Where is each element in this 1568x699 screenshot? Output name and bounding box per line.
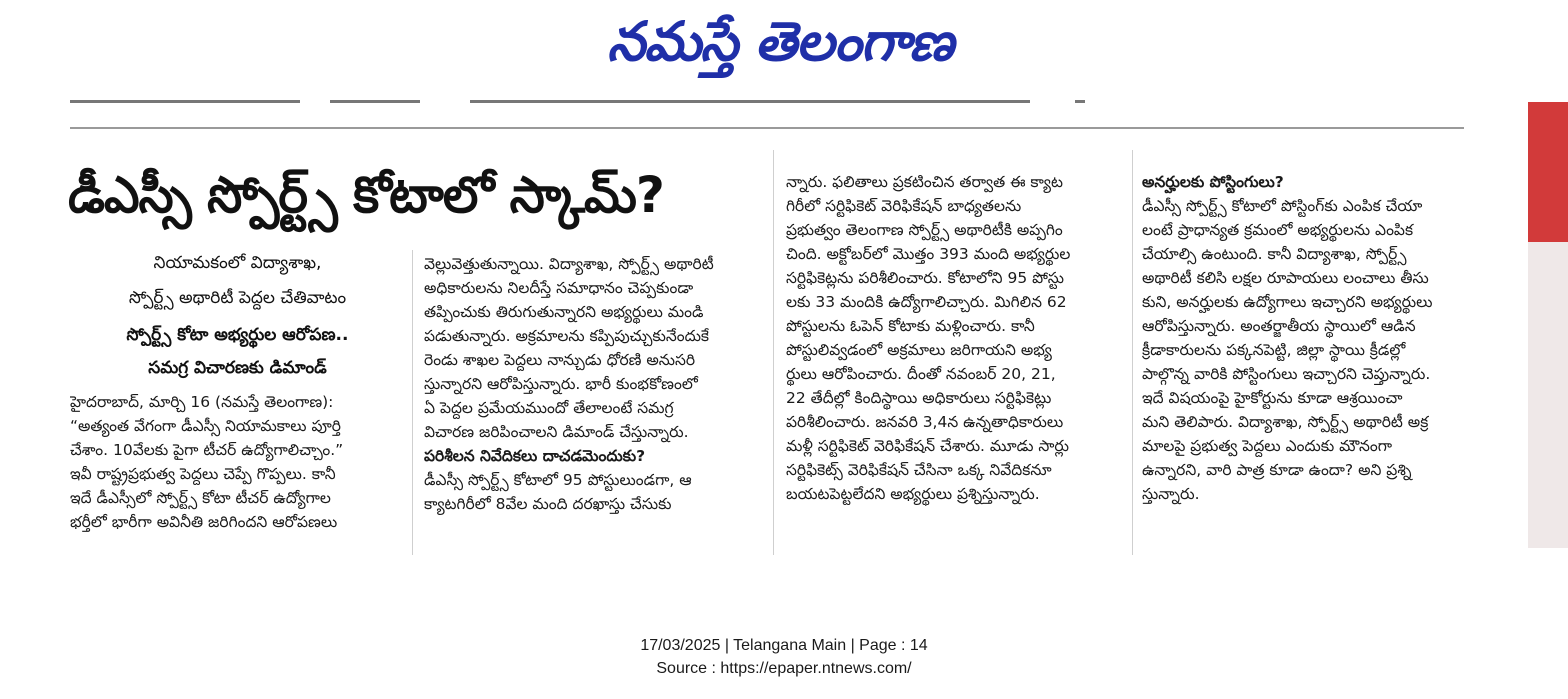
article-column-2 xyxy=(424,252,762,516)
subhead-line: సమగ్ర విచారణకు డిమాండ్ xyxy=(148,358,327,378)
text-line: ఇదే డీఎస్సీలో స్పోర్ట్స్ కోటా టీచర్ ఉద్యోగాల xyxy=(70,489,331,507)
section-subheading: పరిశీలన నివేదికలు దాచడమెందుకు? xyxy=(424,447,646,465)
text-line: క్రీడాకారులను పక్కనపెట్టి, జిల్లా స్థాయి క్రీడల్లో xyxy=(1142,341,1406,359)
text-line: వెల్లువెత్తుతున్నాయి. విద్యాశాఖ, స్పోర్ట్స్ అథారిటీ xyxy=(424,255,714,273)
text-line: ఇవీ రాష్ట్రప్రభుత్వ పెద్దలు చెప్పే గొప్పలు. కానీ xyxy=(70,465,336,483)
article-column-3 xyxy=(786,170,1122,506)
subhead-line: నియామకంలో విద్యాశాఖ, xyxy=(153,253,322,273)
text-line: సర్టిఫికెట్లను పరిశీలించారు. కోటాలోని 95 పోస్టు xyxy=(786,269,1064,287)
text-line: పోస్టులను ఓపెన్ కోటాకు మళ్లించారు. కానీ xyxy=(786,317,1035,335)
text-line: మళ్లీ సర్టిఫికెట్ వెరిఫికేషన్ చేశారు. మూడు సార్లు xyxy=(786,437,1069,455)
article-headline: డీఎస్సీ స్పోర్ట్స్ కోటాలో స్కామ్? xyxy=(68,166,664,224)
ad-red-block xyxy=(1528,102,1568,242)
subhead-line: స్పోర్ట్స్ అథారిటీ పెద్దల చేతివాటం xyxy=(128,288,347,308)
text-line: డీఎస్సీ స్పోర్ట్స్ కోటాలో పోస్టింగ్‌కు ఎంపిక చేయా xyxy=(1142,197,1423,215)
text-line: పాల్గొన్న వారికి పోస్టింగులు ఇచ్చారని చెప్తున్నారు. xyxy=(1142,365,1431,383)
text-line: ప్రభుత్వం తెలంగాణ స్పోర్ట్స్ అథారిటీకి అప్పగిం xyxy=(786,221,1063,239)
text-line: తప్పించుకు తిరుగుతున్నారని అభ్యర్థులు మండి xyxy=(424,303,704,321)
text-line: అధికారులను నిలదీస్తే సమాధానం చెప్పకుండా xyxy=(424,279,694,297)
text-line: డీఎస్సీ స్పోర్ట్స్ కోటాలో 95 పోస్టులుండగా, ఆ xyxy=(424,471,692,489)
text-line: ర్థులు ఆరోపించారు. దీంతో నవంబర్ 20, 21, xyxy=(786,365,1056,383)
text-line: పోస్టులివ్వడంలో అక్రమాలు జరిగాయని అభ్య xyxy=(786,341,1052,359)
text-line: న్నారు. ఫలితాలు ప్రకటించిన తర్వాత ఈ క్యాట xyxy=(786,173,1063,191)
text-line: అథారిటీ కలిసి లక్షల రూపాయలు లంచాలు తీసు xyxy=(1142,269,1429,287)
text-line: క్యాటగిరీలో 8వేల మంది దరఖాస్తు చేసుకు xyxy=(424,495,672,513)
text-line: మని తెలిపారు. విద్యాశాఖ, స్పోర్ట్స్ అథారిటీ అక్ర xyxy=(1142,413,1429,431)
header-rule xyxy=(70,127,1464,129)
text-line: లంటే ప్రాధాన్యత క్రమంలో అభ్యర్థులను ఎంపిక xyxy=(1142,221,1414,239)
column-divider xyxy=(1132,150,1133,555)
footer-date-page: 17/03/2025 | Telangana Main | Page : 14 xyxy=(640,637,928,654)
text-line: విచారణ జరిపించాలని డిమాండ్ చేస్తున్నారు. xyxy=(424,423,689,441)
article-column-1 xyxy=(70,390,400,534)
text-line: హైదరాబాద్, మార్చి 16 (నమస్తే తెలంగాణ): xyxy=(70,393,334,411)
text-line: పడుతున్నారు. అక్రమాలను కప్పిపుచ్చుకునేందుకే xyxy=(424,327,710,345)
masthead-strip xyxy=(70,96,1465,110)
masthead-logo: నమస్తే తెలంగాణ xyxy=(607,10,953,73)
column-divider xyxy=(412,250,413,555)
text-line: స్తున్నారని ఆరోపిస్తున్నారు. భారీ కుంభకోణంలో xyxy=(424,375,698,393)
text-line: మాలపై ప్రభుత్వ పెద్దలు ఎందుకు మౌనంగా xyxy=(1142,437,1392,455)
text-line: ఉన్నారని, వారి పాత్ర కూడా ఉందా? అని ప్రశ్ని xyxy=(1142,461,1412,479)
text-line: చేశాం. 10వేలకు పైగా టీచర్ ఉద్యోగాలిచ్చాం.” xyxy=(70,441,344,459)
text-line: సర్టిఫికెట్స్ వెరిఫికేషన్ చేసినా ఒక్క నివేదికనూ xyxy=(786,461,1052,479)
text-line: ఆరోపిస్తున్నారు. అంతర్జాతీయ స్థాయిలో ఆడిన xyxy=(1142,317,1416,335)
footer-source[interactable]: Source : https://epaper.ntnews.com/ xyxy=(656,660,912,677)
ad-pale-block xyxy=(1528,242,1568,548)
text-line: గిరీలో సర్టిఫికెట్ వెరిఫికేషన్ బాధ్యతలను xyxy=(786,197,1022,215)
column-divider xyxy=(773,150,774,555)
text-line: కుని, అనర్హులకు ఉద్యోగాలు ఇచ్చారని అభ్యర్థులు xyxy=(1142,293,1433,311)
text-line: ఏ పెద్దల ప్రమేయముందో తేలాలంటే సమగ్ర xyxy=(424,399,674,417)
text-line: భర్తీలో భారీగా అవినీతి జరిగిందని ఆరోపణలు xyxy=(70,513,338,531)
adjacent-ad-image xyxy=(1528,102,1568,548)
subhead-line: స్పోర్ట్స్ కోటా అభ్యర్థుల ఆరోపణ.. xyxy=(126,325,349,345)
text-line: చేయాల్సి ఉంటుంది. కానీ విద్యాశాఖ, స్పోర్ట్స్ xyxy=(1142,245,1407,263)
text-line: చింది. అక్టోబర్‌లో మొత్తం 393 మంది అభ్యర్థుల xyxy=(786,245,1071,263)
text-line: “అత్యంత వేగంగా డీఎస్సీ నియామకాలు పూర్తి xyxy=(70,417,341,435)
article-column-4 xyxy=(1142,170,1477,506)
text-line: ఇదే విషయంపై హైకోర్టును కూడా ఆశ్రయించా xyxy=(1142,389,1403,407)
text-line: బయటపెట్టలేదని అభ్యర్థులు ప్రశ్నిస్తున్నారు. xyxy=(786,485,1040,503)
text-line: స్తున్నారు. xyxy=(1142,485,1200,503)
text-line: పరిశీలించారు. జనవరి 3,4న ఉన్నతాధికారులు xyxy=(786,413,1064,431)
text-line: లకు 33 మందికి ఉద్యోగాలిచ్చారు. మిగిలిన 62 xyxy=(786,293,1067,311)
section-subheading: అనర్హులకు పోస్టింగులు? xyxy=(1142,173,1284,191)
text-line: రెండు శాఖల పెద్దలు నాన్చుడు ధోరణి అనుసరి xyxy=(424,351,696,369)
text-line: 22 తేదీల్లో కిందిస్థాయి అధికారులు సర్టిఫికెట్లు xyxy=(786,389,1052,407)
